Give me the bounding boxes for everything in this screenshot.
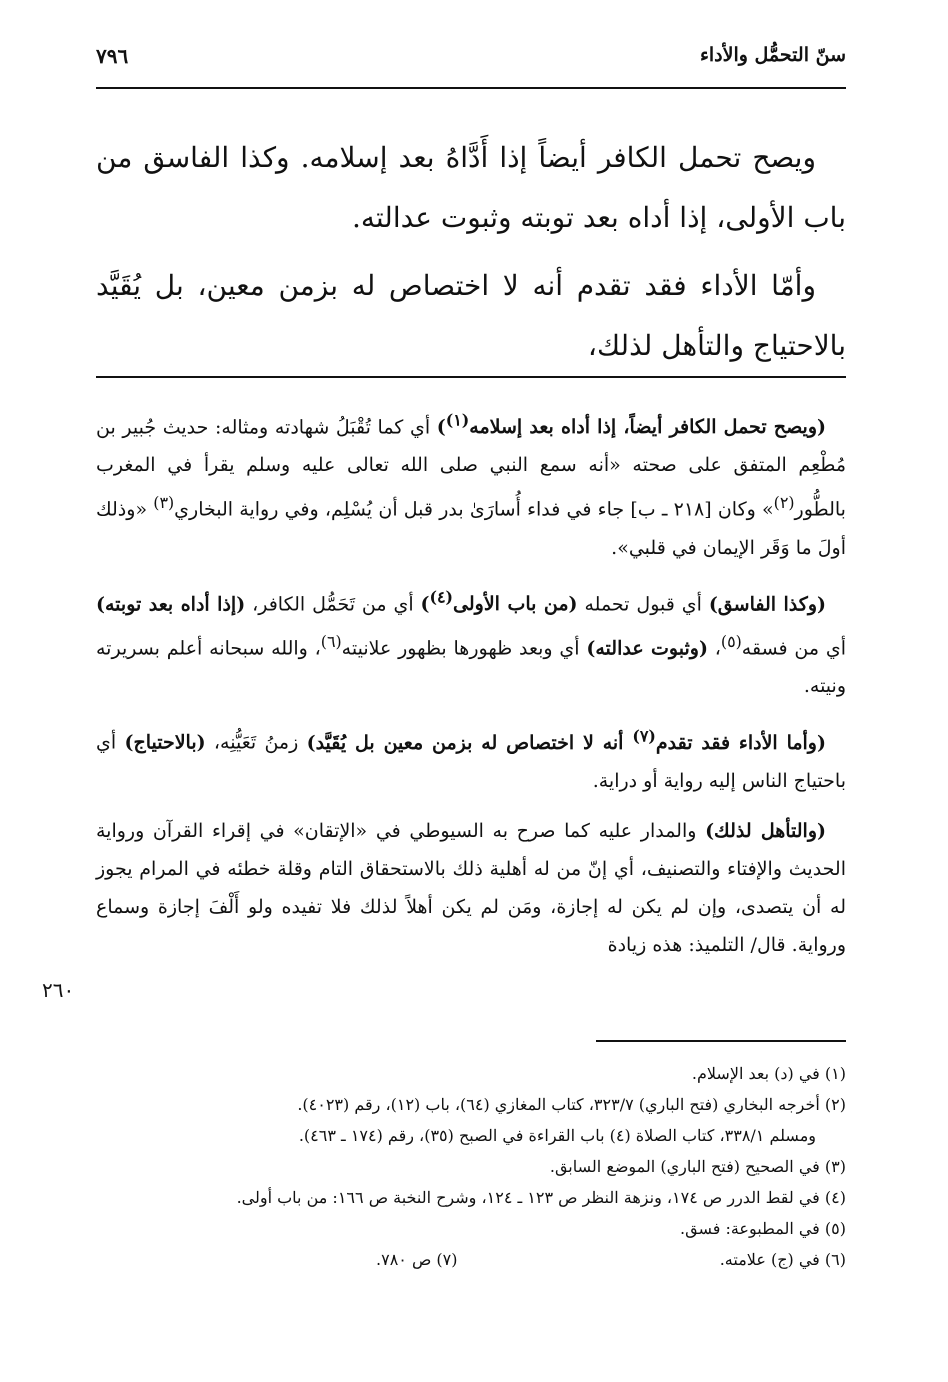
quoted-text: (وكذا الفاسق) [708,592,826,615]
commentary [96,402,846,976]
manuscript-margin-number: ٢٦٠ [42,978,75,1002]
footnote-ref[interactable]: (٦) [320,631,342,651]
main-paragraph-2: وأمّا الأداء فقد تقدم أنه لا اختصاص له بزمن معين، بل يُقَيَّد بالاحتياج والتأهل لذلك، [96,269,846,362]
footnote-7: (٧) ص ٧٨٠. [376,1250,458,1269]
main-paragraph-1: ويصح تحمل الكافر أيضاً إذا أَدَّاهُ بعد إسلامه. وكذا الفاسق من باب الأولى، إذا أداه بعد توبته وثبوت عدالته. [96,141,846,234]
commentary-paragraph-2: (وكذا الفاسق) أي قبول تحمله (من باب الأولى$^{(٤)}$) أي من تَحَمُّل الكافر، (إذا أداه بعد توبته) أي من فسقه$^{(٥)}$، (وثبوت عدالته) أي وبعد ظهورها بظهور علانيته$^{(٦)}$، والله سبحانه أعلم بسريرته ونيته. [96,587,846,698]
quoted-text: (وثبوت عدالته) [586,637,708,660]
commentary-paragraph-3: (وأما الأداء فقد تقدم$^{(٧)}$ أنه لا اختصاص له بزمن معين بل يُقَيَّد) زمنُ تَعَيُّنِه، (بالاحتياج) أي باحتياج الناس إليه رواية أو دراية. [96,726,846,792]
footnote-rule [596,1040,846,1042]
footnote-ref[interactable]: (٧) [632,726,656,746]
header-rule [96,87,846,89]
page-header [96,38,846,80]
quoted-text: (من باب الأولى$^{(٤)}$) [420,587,578,615]
page-number: ٧٩٦ [96,44,129,68]
footnote-2-continuation: ومسلم ٣٣٨/١، كتاب الصلاة (٤) باب القراءة في الصبح (٣٥)، رقم (١٧٤ ـ ٤٦٣). [298,1126,816,1145]
footnote-2: (٢) أخرجه البخاري (فتح الباري) ٣٢٣/٧، كتاب المغازي (٦٤)، باب (١٢)، رقم (٤٠٢٣). [297,1095,846,1114]
quoted-text: (إذا أداه بعد توبته) [96,592,246,615]
footnote-ref[interactable]: (٥) [720,631,742,651]
commentary-paragraph-4: (والتأهل لذلك) والمدار عليه كما صرح به السيوطي في «الإتقان» في إقراء القرآن ورواية الحديث والإفتاء والتصنيف، أي إنّ من له أهلية ذلك بالاستحقاق التام وقلة خطئه في المرام يجوز له أن يتصدى، وإن لم يكن له إجازة، ومَن لم يكن أهلاً لذلك فلا تفيده ولو أَلْفَ إجازة وسماع ورواية. قال/ التلميذ: هذه زيادة [96,819,847,956]
footnote-6: (٦) في (ج) علامته. [719,1250,846,1269]
quoted-text: (ويصح تحمل الكافر أيضاً، إذا أداه بعد إسلامه$^{(١)}$) [436,411,827,439]
footnote-3: (٣) في الصحيح (فتح الباري) الموضع السابق. [549,1157,846,1176]
quoted-text: (وأما الأداء فقد تقدم$^{(٧)}$ أنه لا اختصاص له بزمن معين بل يُقَيَّد) [306,726,826,754]
main-text [96,128,846,384]
quoted-text: (بالاحتياج) [124,731,206,754]
footnote-row [376,1244,846,1275]
running-title: سنّ التحمُّل والأداء [699,44,846,66]
footnote-5: (٥) في المطبوعة: فسق. [680,1219,846,1238]
footnote-ref[interactable]: (٤) [429,587,454,607]
text-commentary-divider [96,376,846,378]
footnote-ref[interactable]: (٣) [153,493,175,513]
footnote-ref[interactable]: (٢) [773,493,795,513]
footnote-1: (١) في (د) بعد الإسلام. [691,1064,846,1083]
commentary-paragraph-1: (ويصح تحمل الكافر أيضاً، إذا أداه بعد إسلامه$^{(١)}$) أي كما تُقْبَلُ شهادته ومثاله: حديث جُبير بن مُطْعِم المتفق على صحته «أنه سمع النبي صلى الله تعالى عليه وسلم يقرأ في المغرب بالطُّور$^{(٢)}$» وكان [٢١٨ ـ ب] جاء في فداء أُسارَىٰ بدر قبل أن يُسْلِم، وفي رواية البخاري$^{(٣)}$ «وذلك أولَ ما وَقَر الإيمان في قلبي». [96,411,846,559]
footnote-4: (٤) في لقط الدرر ص ١٧٤، ونزهة النظر ص ١٢٣ ـ ١٢٤، وشرح النخبة ص ١٦٦: من باب أولى. [236,1188,846,1207]
quoted-text: (والتأهل لذلك) [705,819,826,842]
footnotes [96,1058,846,1275]
footnote-ref[interactable]: (١) [445,411,470,430]
